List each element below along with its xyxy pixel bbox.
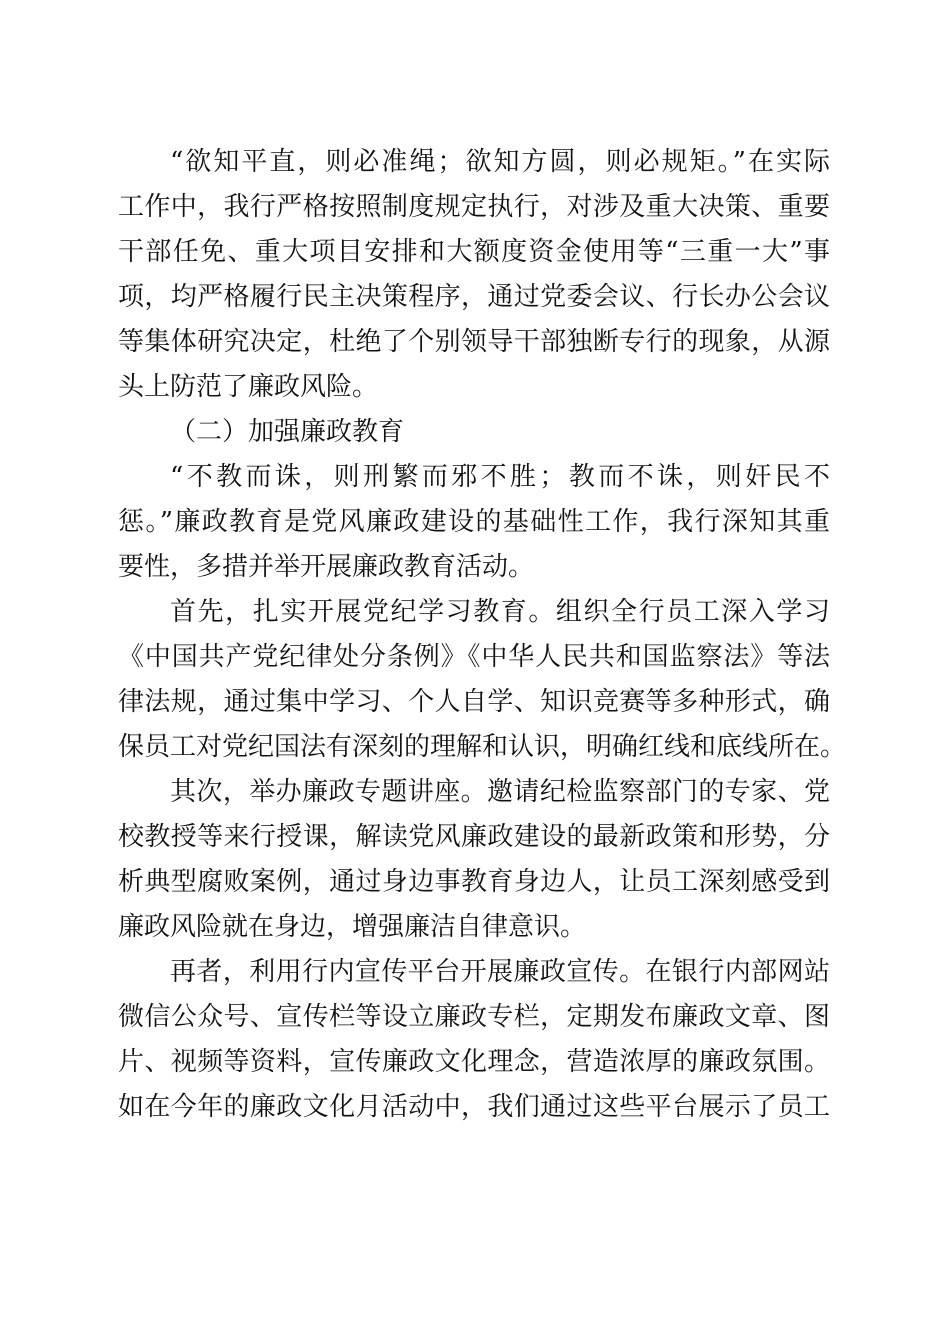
section-heading: （二）加强廉政教育 [170, 417, 405, 447]
text-line: 律法规，通过集中学习、个人自学、知识竞赛等多种形式，确 [118, 687, 830, 717]
text-line: 项，均严格履行民主决策程序，通过党委会议、行长办公会议 [118, 282, 830, 312]
text-line: 头上防范了廉政风险。 [118, 372, 379, 402]
document-body [118, 140, 847, 1130]
text-line: “欲知平直，则必准绳；欲知方圆，则必规矩。”在实际 [170, 147, 830, 177]
text-line: 《中国共产党纪律处分条例》《中华人民共和国监察法》等法 [118, 642, 830, 672]
text-line: 再者，利用行内宣传平台开展廉政宣传。在银行内部网站 [170, 957, 830, 987]
text-line: 首先，扎实开展党纪学习教育。组织全行员工深入学习 [170, 597, 830, 627]
text-line: 干部任免、重大项目安排和大额度资金使用等“三重一大”事 [118, 237, 830, 267]
text-line: 析典型腐败案例，通过身边事教育身边人，让员工深刻感受到 [118, 867, 830, 897]
paragraph-5 [118, 950, 830, 1130]
text-line: 校教授等来行授课，解读党风廉政建设的最新政策和形势，分 [118, 822, 830, 852]
text-line: 要性，多措并举开展廉政教育活动。 [118, 552, 535, 582]
paragraph-1 [118, 140, 830, 410]
text-line: 等集体研究决定，杜绝了个别领导干部独断专行的现象，从源 [118, 327, 830, 357]
text-line: 微信公众号、宣传栏等设立廉政专栏，定期发布廉政文章、图 [118, 1002, 830, 1032]
text-line: 片、视频等资料，宣传廉政文化理念，营造浓厚的廉政氛围。 [118, 1047, 830, 1077]
text-line: 工作中，我行严格按照制度规定执行，对涉及重大决策、重要 [118, 192, 830, 222]
text-line: “不教而诛，则刑繁而邪不胜；教而不诛，则奸民不 [170, 462, 830, 492]
paragraph-4 [118, 770, 830, 950]
text-line: 惩。”廉政教育是党风廉政建设的基础性工作，我行深知其重 [118, 507, 830, 537]
text-line: 保员工对党纪国法有深刻的理解和认识，明确红线和底线所在。 [118, 732, 847, 762]
paragraph-3 [118, 590, 847, 770]
paragraph-2 [118, 455, 830, 590]
text-line: 其次，举办廉政专题讲座。邀请纪检监察部门的专家、党 [170, 777, 830, 807]
text-line: 如在今年的廉政文化月活动中，我们通过这些平台展示了员工 [118, 1092, 830, 1122]
text-line: 廉政风险就在身边，增强廉洁自律意识。 [118, 912, 587, 942]
